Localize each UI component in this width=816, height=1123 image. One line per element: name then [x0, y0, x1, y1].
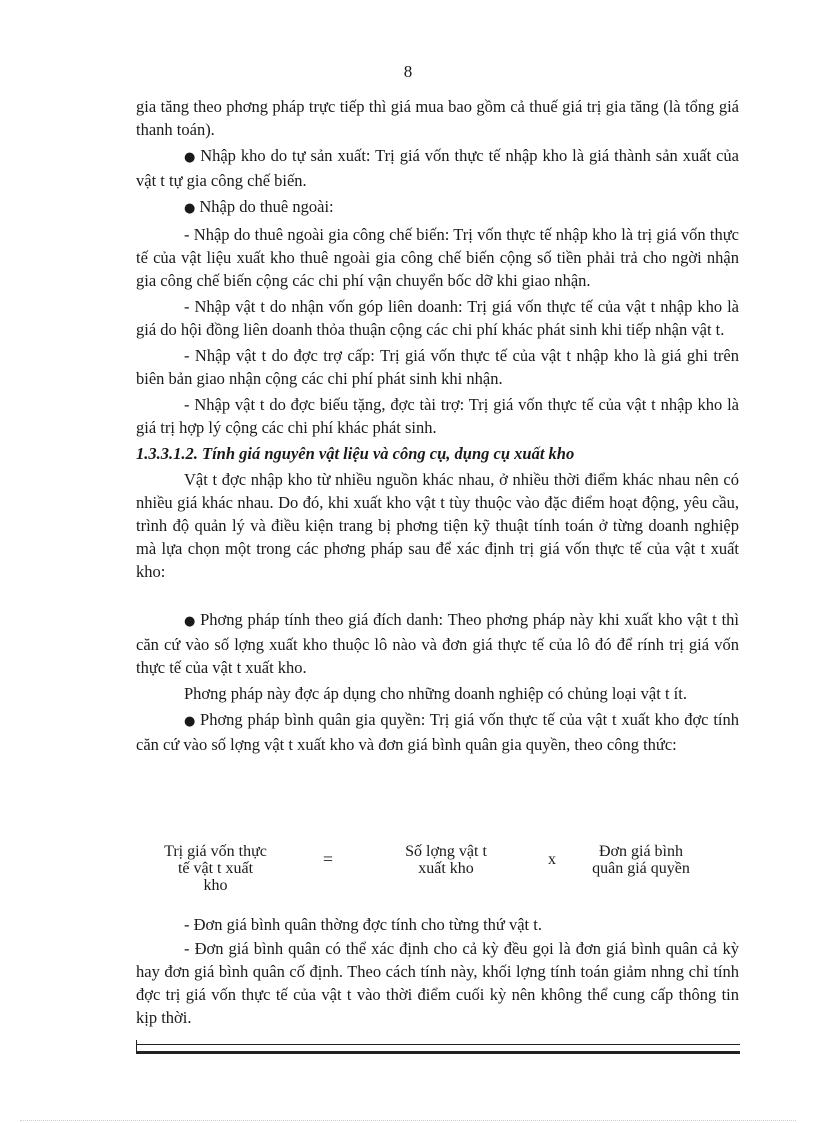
bullet-paragraph: ● Nhập do thuê ngoài:: [184, 197, 334, 216]
bullet-paragraph: ● Nhập kho do tự sản xuất: Trị giá vốn thực tế nhập kho là giá thành sản xuất của vật t tự gia công chế biến.: [136, 146, 740, 190]
paragraph: Vật t đợc nhập kho từ nhiều nguồn khác nhau, ở nhiều thời điểm khác nhau nên có nhiều giá khác nhau. Do đó, khi xuất kho vật t tùy thuộc vào đặc điểm hoạt động, yêu cầu, trình độ quản lý và điều kiện trang bị phơng tiện kỹ thuật tính toán ở từng doanh nghiệp mà lựa chọn một trong các phơng pháp sau để xác định trị giá vốn thực tế của vật t xuất kho:: [136, 470, 739, 581]
formula: [136, 843, 739, 903]
footer-rule: [136, 1044, 740, 1054]
paragraph: - Nhập do thuê ngoài gia công chế biến: Trị vốn thực tế nhập kho là trị giá vốn thực tế của vật liệu xuất kho thuê ngoài gia công chế biến cộng số tiền phải trả cho ngời nhận gia công chế biến cộng các chi phí vận chuyển bốc dỡ khi giao nhận.: [136, 225, 739, 290]
bullet-icon: ●: [184, 614, 197, 629]
bullet-paragraph: ● Phơng pháp bình quân gia quyền: Trị giá vốn thực tế của vật t xuất kho đợc tính căn cứ vào số lợng vật t xuất kho và đơn giá bình quân gia quyền, theo công thức:: [136, 710, 739, 754]
formula-times: x: [548, 851, 556, 868]
bullet-icon: ●: [184, 201, 196, 216]
formula-middle: Số lợng vật t xuất kho: [405, 843, 487, 877]
paragraph: - Đơn giá bình quân thờng đợc tính cho từng thứ vật t.: [184, 915, 542, 934]
formula-left: Trị giá vốn thực tế vật t xuất kho: [164, 843, 267, 894]
formula-equals: =: [322, 849, 334, 869]
formula-right: Đơn giá bình quân giá quyền: [592, 843, 690, 877]
section-heading: 1.3.3.1.2. Tính giá nguyên vật liệu và công cụ, dụng cụ xuất kho: [136, 444, 575, 463]
bullet-icon: ●: [184, 150, 197, 165]
document-body: [136, 95, 739, 759]
paragraph: gia tăng theo phơng pháp trực tiếp thì giá mua bao gồm cả thuế giá trị gia tăng (là tổng giá thanh toán).: [136, 97, 739, 139]
page-number: 8: [403, 62, 413, 81]
paragraph: - Nhập vật t do nhận vốn góp liên doanh: Trị giá vốn thực tế của vật t nhập kho là giá do hội đồng liên doanh thỏa thuận cộng các chi phí khác phát sinh khi tiếp nhận vật t.: [136, 297, 739, 339]
paragraph: Phơng pháp này đợc áp dụng cho những doanh nghiệp có chủng loại vật t ít.: [184, 684, 687, 703]
page-bottom-dotted-line: [20, 1120, 796, 1121]
document-body-continued: [136, 913, 739, 1030]
paragraph: - Nhập vật t do đợc biếu tặng, đợc tài trợ: Trị giá vốn thực tế của vật t nhập kho là giá trị hợp lý cộng các chi phí khác phát sinh.: [136, 395, 739, 437]
bullet-paragraph: ● Phơng pháp tính theo giá đích danh: Theo phơng pháp này khi xuất kho vật t thì căn cứ vào số lợng xuất kho thuộc lô nào và đơn giá thực tế của lô đó để rính trị giá vốn thực tế của vật t xuất kho.: [136, 610, 740, 677]
paragraph: - Nhập vật t do đợc trợ cấp: Trị giá vốn thực tế của vật t nhập kho là giá ghi trên biên bản giao nhận cộng các chi phí phát sinh khi nhận.: [136, 346, 739, 388]
bullet-icon: ●: [184, 714, 197, 729]
paragraph: - Đơn giá bình quân có thể xác định cho cả kỳ đều gọi là đơn giá bình quân cả kỳ hay đơn giá bình quân cố định. Theo cách tính này, khối lợng tính toán giảm nhng chỉ tính đợc trị giá vốn thực tế của vật t vào thời điểm cuối kỳ nên không thể cung cấp thông tin kịp thời.: [136, 939, 739, 1027]
